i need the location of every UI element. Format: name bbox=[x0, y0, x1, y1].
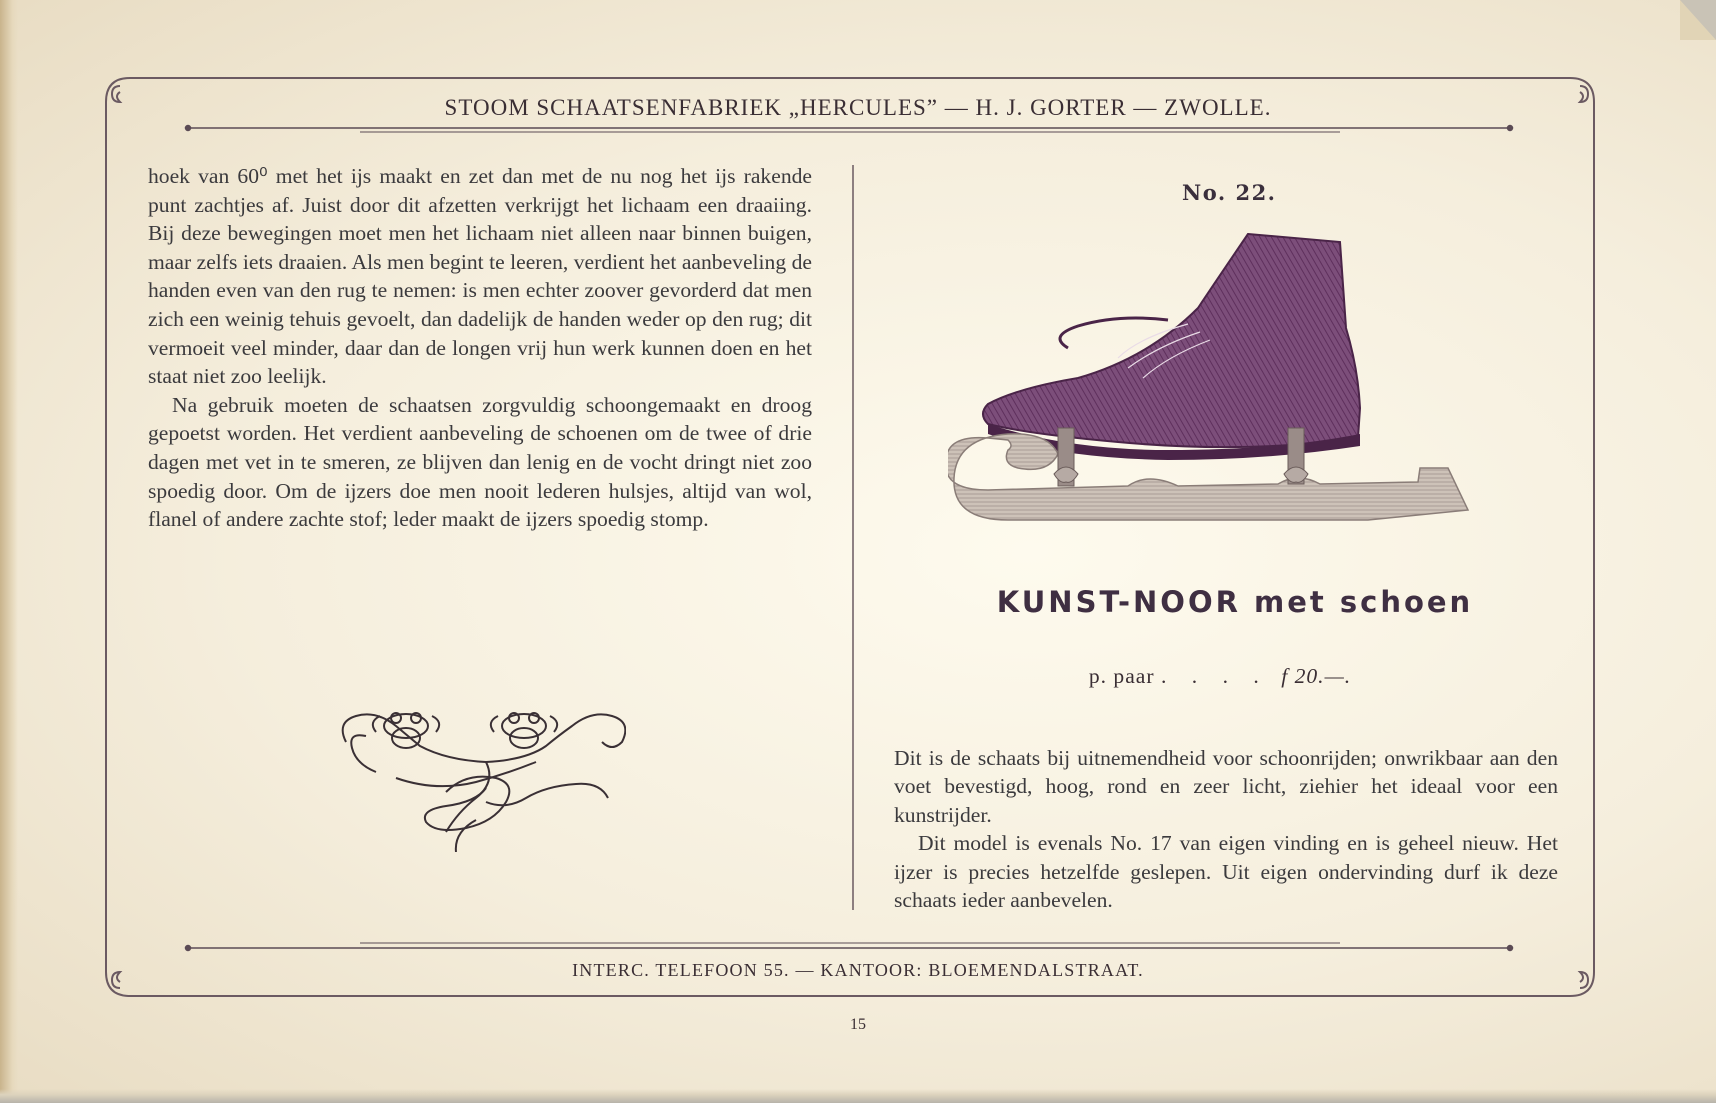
paragraph-maintenance: Na gebruik moeten de schaatsen zorgvuldig schoongemaakt en droog gepoetst worden. Het verdient aanbeveling de schoenen om de twee of drie dagen met vet in te smeren, ze blijven dan lenig en de vocht dringt niet zoo spoedig door. Om de ijzers doe men nooit lederen hulsjes, altijd van wol, flanel of andere zachte stof; leder maakt de ijzers spoedig stomp. bbox=[148, 392, 812, 532]
page-left-edge bbox=[0, 0, 18, 1103]
paragraph-technique: hoek van 60⁰ met het ijs maakt en zet dan met de nu nog het ijs rakende punt zachtjes af. Juist door dit afzetten verkrijgt het lichaam een draaiing. Bij deze bewegingen moet men het lichaam niet alleen naar binnen buigen, maar zelfs iets draaien. Als men begint te leeren, verdient het aanbeveling de handen even van den rug te nemen: is men echter zoover gevorderd dat men zich een weinig tehuis gevoelt, dan dadelijk de handen weder op den rug; dit vermoeit veel minder, daar dan de longen vrij hun werk kunnen doen en het staat niet zoo leelijk. bbox=[148, 164, 812, 389]
description-paragraph-2: Dit model is evenals No. 17 van eigen vinding en is geheel nieuw. Het ijzer is precies hetzelfde geslepen. Uit eigen ondervinding durf ik deze schaats ieder aanbevelen. bbox=[894, 831, 1558, 913]
page-footer: INTERC. TELEFOON 55. — KANTOOR: BLOEMENDALSTRAAT. bbox=[572, 960, 1144, 980]
price-value: f 20.—. bbox=[1281, 664, 1352, 688]
price-dots: . . . . bbox=[1160, 664, 1269, 688]
figure-skate-illustration bbox=[948, 228, 1508, 538]
floral-ornament bbox=[336, 702, 626, 852]
left-column-text bbox=[148, 162, 812, 534]
page-header: STOOM SCHAATSENFABRIEK „HERCULES” — H. J. GORTER — ZWOLLE. bbox=[444, 95, 1272, 120]
model-number: No. 22. bbox=[1182, 180, 1277, 205]
product-description bbox=[894, 744, 1558, 914]
product-title: KUNST-NOOR met schoen bbox=[996, 585, 1474, 619]
column-divider bbox=[852, 165, 854, 910]
page-number: 15 bbox=[850, 1016, 866, 1033]
description-paragraph-1: Dit is de schaats bij uitnemendheid voor schoonrijden; onwrikbaar aan den voet bevestigd, hoog, rond en zeer licht, ziehier het ideaal voor een kunstrijder. bbox=[894, 746, 1558, 827]
page-bottom-edge bbox=[0, 1089, 1716, 1103]
boot-icon bbox=[983, 234, 1360, 460]
price-line bbox=[1000, 664, 1440, 689]
price-label: p. paar bbox=[1088, 664, 1155, 688]
corner-fold bbox=[1680, 0, 1716, 40]
